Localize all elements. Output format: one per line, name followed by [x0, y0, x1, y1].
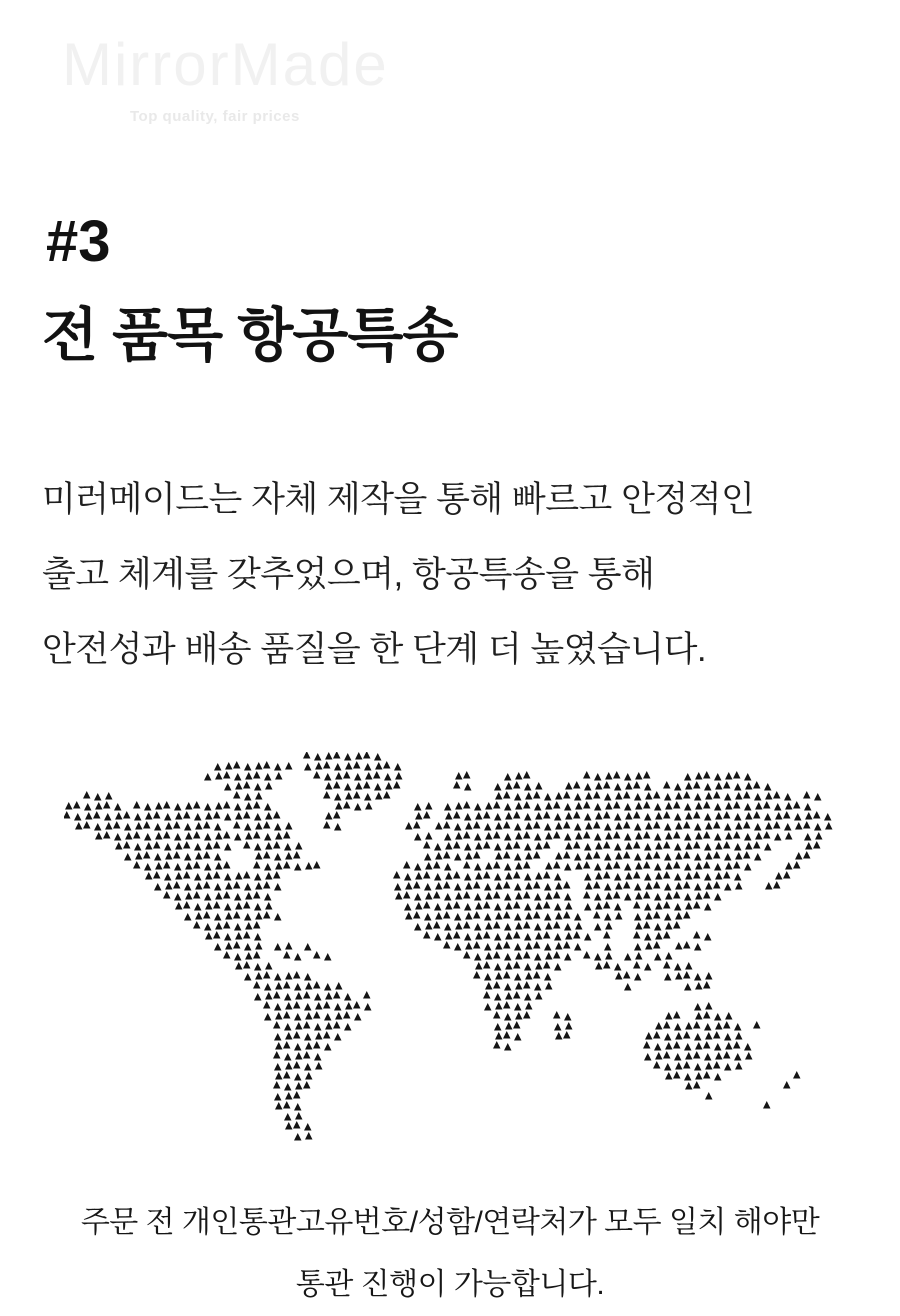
watermark-brand-logo: MirrorMade — [62, 31, 389, 98]
description-line: 미러메이드는 자체 제작을 통해 빠르고 안정적인 — [42, 480, 755, 519]
description-paragraph — [42, 462, 754, 687]
customs-notice-line: 통관 진행이 가능합니다. — [295, 1268, 605, 1301]
section-title-heading: 전 품목 항공특송 — [42, 303, 458, 368]
dotted-world-map — [64, 752, 834, 1142]
section-number-heading: #3 — [46, 209, 111, 274]
watermark-tagline: Top quality, fair prices — [130, 108, 300, 125]
customs-notice-line: 주문 전 개인통관고유번호/성함/연락처가 모두 일치 해야만 — [80, 1206, 820, 1239]
world-map-triangles — [64, 752, 834, 1142]
description-line: 안전성과 배송 품질을 한 단계 더 높였습니다. — [42, 630, 707, 669]
description-line: 출고 체계를 갖추었으며, 항공특송을 통해 — [42, 555, 655, 594]
customs-notice — [0, 1192, 900, 1316]
